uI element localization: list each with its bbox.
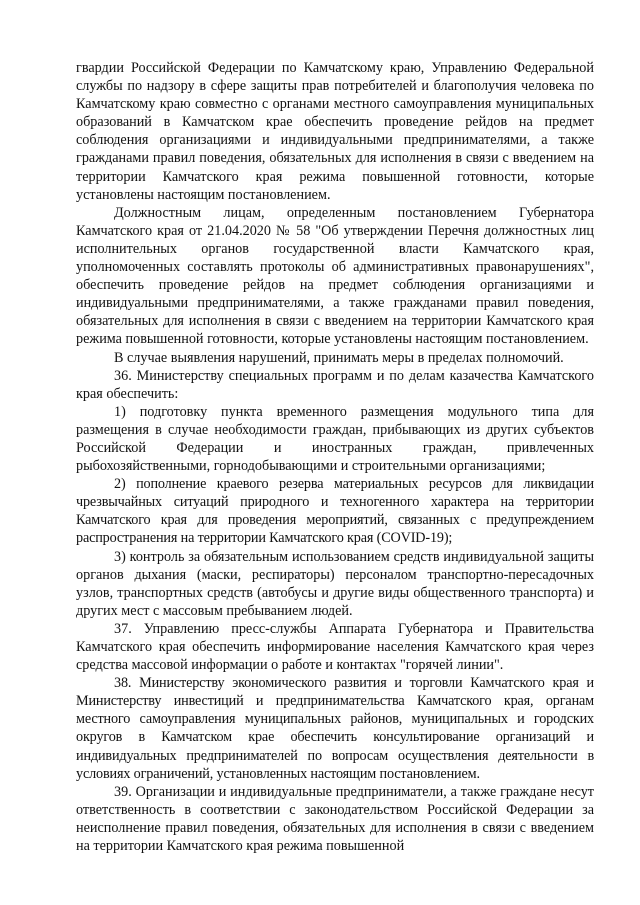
paragraph-continuation: гвардии Российской Федерации по Камчатскому краю, Управлению Федеральной службы по надзору в сфере защиты прав потребителей и благополучия человека по Камчатскому краю совместно с органами местного самоуправления муниципальных образований в Камчатском крае обеспечить проведение рейдов на предмет соблюдения организациями и индивидуальными предпринимателями, а также гражданами правил поведения, обязательных для исполнения в связи с введением на территории Камчатского края режима повышенной готовности, которые установлены настоящим постановлением. — [76, 60, 594, 203]
paragraph-officials-raids: Должностным лицам, определенным постановлением Губернатора Камчатского края от 21.04.2020 № 58 "Об утверждении Перечня должностных лиц исполнительных органов государственной власти Камчатского края, уполномоченных составлять протоколы об административных правонарушениях", обеспечить проведение рейдов на предмет соблюдения организациями и индивидуальными предпринимателями, а также гражданами правил поведения, обязательных для исполнения в связи с введением на территории Камчатского края режима повышенной готовности, которые установлены настоящим постановлением. — [76, 204, 594, 348]
paragraph-violations-measures: В случае выявления нарушений, принимать меры в пределах полномочий. — [114, 349, 564, 366]
paragraph-item-37: 37. Управлению пресс-службы Аппарата Губернатора и Правительства Камчатского края обеспечить информирование населения Камчатского края через средства массовой информации о работе и контактах "горячей линии". — [76, 620, 594, 674]
document-page — [76, 59, 594, 855]
paragraph-item-36-2: 2) пополнение краевого резерва материальных ресурсов для ликвидации чрезвычайных ситуаций природного и техногенного характера на территории Камчатского края для проведения мероприятий, связанных с предупреждением распространения на территории Камчатского края (COVID-19); — [76, 476, 594, 547]
paragraph-item-39: 39. Организации и индивидуальные предприниматели, а также граждане несут ответственность в соответствии с законодательством Российской Федерации за неисполнение правил поведения, обязательных для исполнения в связи с введением на территории Камчатского края режима повышенной — [76, 783, 594, 855]
paragraph-item-38: 38. Министерству экономического развития и торговли Камчатского края и Министерству инвестиций и предпринимательства Камчатского края, органам местного самоуправления муниципальных районов, муниципальных и городских округов в Камчатском крае обеспечить консультирование организаций и индивидуальных предпринимателей по вопросам осуществления деятельности в условиях ограничений, установленных настоящим постановлением. — [76, 675, 594, 782]
paragraph-item-36-3: 3) контроль за обязательным использованием средств индивидуальной защиты органов дыхания (маски, респираторы) персоналом транспортно-пересадочных узлов, транспортных средств (автобусы и другие виды общественного транспорта) и других мест с массовым пребыванием людей. — [76, 548, 594, 619]
paragraph-item-36: 36. Министерству специальных программ и по делам казачества Камчатского края обеспечить: — [76, 367, 594, 402]
paragraph-item-36-1: 1) подготовку пункта временного размещения модульного типа для размещения в случае необходимости граждан, прибывающих из других субъектов Российской Федерации и иностранных граждан, привлеченных рыбохозяйственными, горнодобывающими и строительными организациями; — [76, 403, 594, 475]
